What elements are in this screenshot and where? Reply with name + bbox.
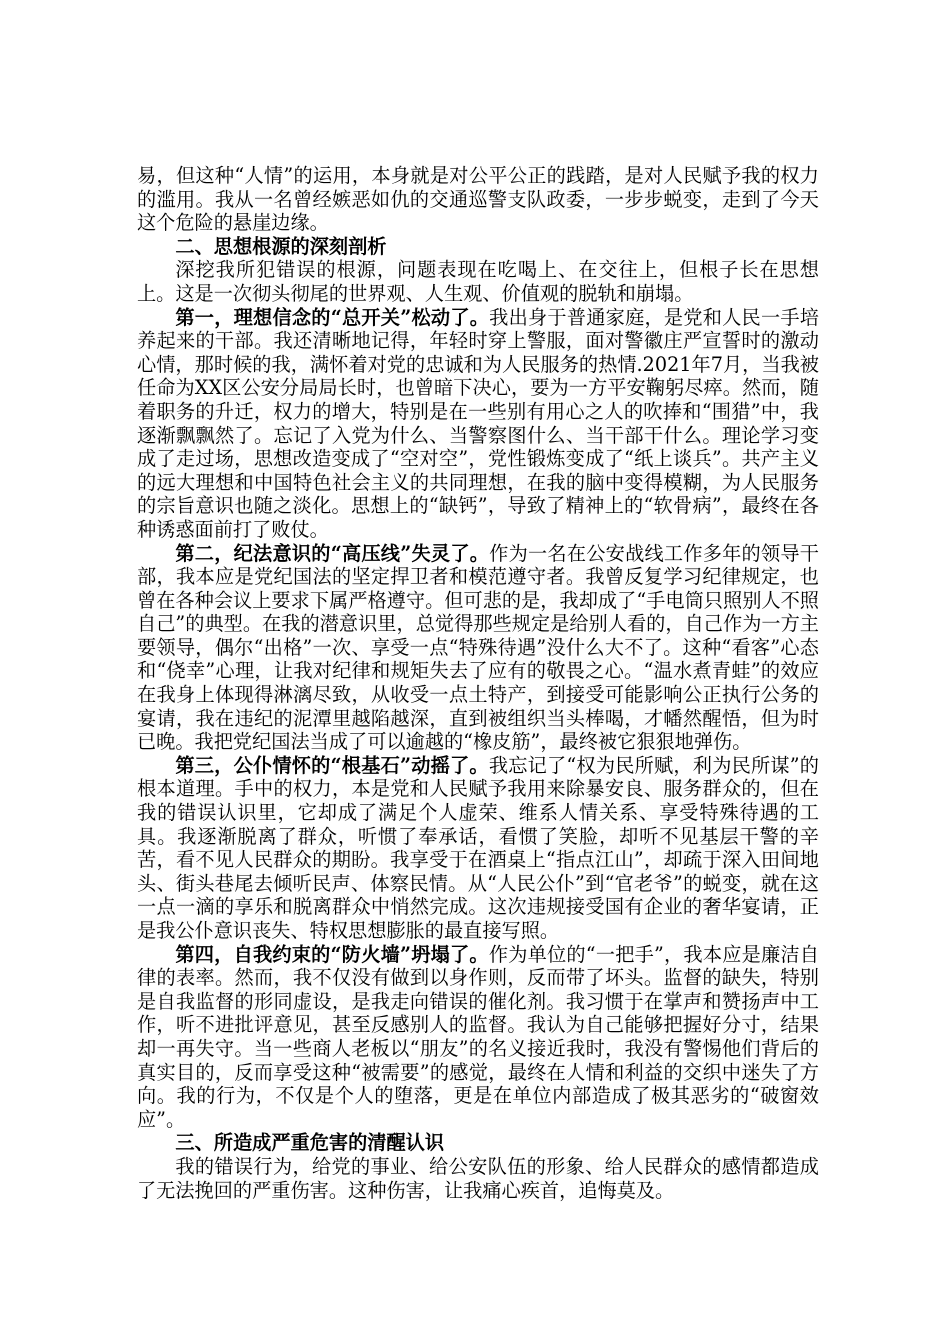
paragraph-lead: 第三，公仆情怀的“根基石”动摇了。 xyxy=(175,753,489,777)
paragraph-lead: 第一，理想信念的“总开关”松动了。 xyxy=(175,305,490,329)
document-page xyxy=(137,164,819,1202)
paragraph-body: 我的错误行为，给党的事业、给公安队伍的形象、给人民群众的感情都造成了无法挽回的严重伤害。这种伤害，让我痛心疾首，追悔莫及。 xyxy=(137,1154,819,1202)
section-heading-2 xyxy=(137,235,819,259)
paragraph-point-3 xyxy=(137,754,819,943)
paragraph-lead: 第二，纪法意识的“高压线”失灵了。 xyxy=(175,541,490,565)
section-heading-3 xyxy=(137,1131,819,1155)
paragraph-intro xyxy=(137,258,819,305)
heading-text: 三、所造成严重危害的清醒认识 xyxy=(175,1131,445,1155)
paragraph-body: 我出身于普通家庭，是党和人民一手培养起来的干部。我还清晰地记得，年轻时穿上警服，面对警徽庄严宣誓时的激动心情，那时候的我，满怀着对党的忠诚和为人民服务的热情.2021年7月，当我被任命为XX区公安分局局长时，也曾暗下决心，要为一方平安鞠躬尽瘁。然而，随着职务的升迁，权力的增大，特别是在一些别有用心之人的吹捧和“围猎”中，我逐渐飘飘然了。忘记了入党为什么、当警察图什么、当干部干什么。理论学习变成了走过场，思想改造变成了“空对空”，党性锻炼变成了“纸上谈兵”。共产主义的远大理想和中国特色社会主义的共同理想，在我的脑中变得模糊，为人民服务的宗旨意识也随之淡化。思想上的“缺钙”，导致了精神上的“软骨病”，最终在各种诱惑面前打了败仗。 xyxy=(137,305,819,541)
paragraph-body: 作为一名在公安战线工作多年的领导干部，我本应是党纪国法的坚定捍卫者和模范遵守者。我曾反复学习纪律规定，也曾在各种会议上要求下属严格遵守。但可悲的是，我却成了“手电筒只照别人不照自己”的典型。在我的潜意识里，总觉得那些规定是给别人看的，自己作为一方主要领导，偶尔“出格”一次、享受一点“特殊待遇”没什么大不了。这种“看客”心态和“侥幸”心理，让我对纪律和规矩失去了应有的敬畏之心。“温水煮青蛙”的效应在我身上体现得淋漓尽致，从收受一点土特产，到接受可能影响公正执行公务的宴请，我在违纪的泥潭里越陷越深，直到被组织当头棒喝，才幡然醒悟，但为时已晚。我把党纪国法当成了可以逾越的“橡皮筋”，最终被它狠狠地弹伤。 xyxy=(137,541,819,754)
paragraph-harm xyxy=(137,1155,819,1202)
paragraph-body: 深挖我所犯错误的根源，问题表现在吃喝上、在交往上，但根子长在思想上。这是一次彻头彻尾的世界观、人生观、价值观的脱轨和崩塌。 xyxy=(137,258,819,305)
paragraph-body: 我忘记了“权为民所赋，利为民所谋”的根本道理。手中的权力，本是党和人民赋予我用来除暴安良、服务群众的，但在我的错误认识里，它却成了满足个人虚荣、维系人情关系、享受特殊待遇的工具。我逐渐脱离了群众，听惯了奉承话，看惯了笑脸，却听不见基层干警的辛苦，看不见人民群众的期盼。我享受于在酒桌上“指点江山”，却疏于深入田间地头、街头巷尾去倾听民声、体察民情。从“人民公仆”到“官老爷”的蜕变，就在这一点一滴的享乐和脱离群众中悄然完成。这次违规接受国有企业的奢华宴请，正是我公仆意识丧失、特权思想膨胀的最直接写照。 xyxy=(137,753,819,942)
paragraph-lead: 第四，自我约束的“防火墙”坍塌了。 xyxy=(175,942,489,966)
paragraph-point-2 xyxy=(137,542,819,754)
paragraph-point-4 xyxy=(137,943,819,1132)
paragraph-body: 作为单位的“一把手”，我本应是廉洁自律的表率。然而，我不仅没有做到以身作则，反而带了坏头。监督的缺失，特别是自我监督的形同虚设，是我走向错误的催化剂。我习惯于在掌声和赞扬声中工作，听不进批评意见，甚至反感别人的监督。我认为自己能够把握好分寸，结果却一再失守。当一些商人老板以“朋友”的名义接近我时，我没有警惕他们背后的真实目的，反而享受这种“被需要”的感觉，最终在人情和利益的交织中迷失了方向。我的行为，不仅是个人的堕落，更是在单位内部造成了极其恶劣的“破窗效应”。 xyxy=(137,942,819,1131)
paragraph-body: 易，但这种“人情”的运用，本身就是对公平公正的践踏，是对人民赋予我的权力的滥用。我从一名曾经嫉恶如仇的交通巡警支队政委，一步步蜕变，走到了今天这个危险的悬崖边缘。 xyxy=(137,164,819,235)
heading-text: 二、思想根源的深刻剖析 xyxy=(175,234,387,258)
paragraph-continuation xyxy=(137,164,819,235)
paragraph-point-1 xyxy=(137,306,819,542)
